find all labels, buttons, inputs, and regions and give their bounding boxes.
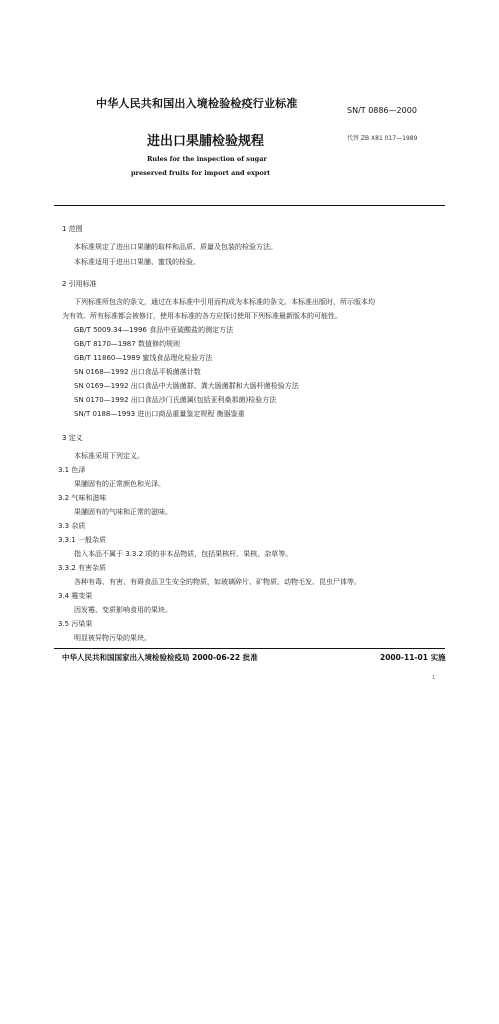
approval-footer: 中华人民共和国国家出入境检验检疫局 2000-06-22 批准 (62, 653, 258, 662)
reference-item: GB/T 11860—1989 蜜饯食品理化检验方法 (74, 354, 213, 362)
definition-3-2-text: 果脯固有的气味和正常的滋味。 (74, 508, 172, 516)
definition-3-3-1-text: 指入本品不属于 3.3.2 项的非本品物质，包括果核杆、果核、杂草等。 (74, 550, 293, 558)
section-1-para-1: 本标准规定了进出口果脯的取样和品质、质量及包装的检验方法。 (74, 243, 277, 251)
definition-3-5-heading: 3.5 污染果 (58, 620, 93, 628)
section-1-para-2: 本标准适用于进出口果脯、蜜饯的检验。 (74, 258, 200, 266)
definition-3-3-2-heading: 3.3.2 有害杂质 (58, 564, 107, 572)
bottom-divider (54, 648, 445, 649)
section-2-heading: 2 引用标准 (62, 280, 97, 288)
reference-item: SN 0168—1992 出口食品平板菌落计数 (74, 368, 201, 376)
definition-3-4-text: 因发霉、变质影响食用的果块。 (74, 606, 172, 614)
implementation-date: 2000-11-01 实施 (380, 653, 446, 662)
definition-3-4-heading: 3.4 霉变果 (58, 592, 93, 600)
reference-item: SN 0169—1992 出口食品中大肠菌群、粪大肠菌群和大肠杆菌检验方法 (74, 382, 299, 390)
replaces-note: 代替 ZB X81 017—1989 (347, 135, 418, 142)
definition-3-1-heading: 3.1 色泽 (58, 466, 86, 474)
section-3-heading: 3 定义 (62, 434, 83, 442)
definition-3-3-1-heading: 3.3.1 一般杂质 (58, 536, 107, 544)
reference-item: SN/T 0188—1993 进出口商品重量鉴定规程 衡器鉴重 (74, 410, 245, 418)
definition-3-2-heading: 3.2 气味和滋味 (58, 494, 107, 502)
definition-3-3-heading: 3.3 杂质 (58, 522, 86, 530)
section-2-para-2: 为有效。所有标准都会被修订，使用本标准的各方应探讨使用下列标准最新版本的可能性。 (62, 312, 342, 320)
section-3-intro: 本标准采用下列定义。 (74, 452, 144, 460)
definition-3-3-2-text: 各种有毒、有害、有碍食品卫生安全的物质，如玻璃碎片、矿物质、动物毛发、昆虫尸体等。 (74, 578, 361, 586)
definition-3-1-text: 果脯固有的正常颜色和光泽。 (74, 480, 165, 488)
reference-item: GB/T 8170—1987 数值修约规则 (74, 340, 180, 348)
english-title-line-2: preserved fruits for import and export (131, 169, 271, 177)
top-divider (54, 205, 445, 206)
reference-item: SN 0170—1992 出口食品沙门氏菌属(包括亚利桑那菌)检验方法 (74, 396, 277, 404)
ministry-header: 中华人民共和国出入境检验检疫行业标准 (96, 97, 298, 110)
section-1-heading: 1 范围 (62, 225, 83, 233)
reference-item: GB/T 5009.34—1996 食品中亚硫酸盐的测定方法 (74, 326, 234, 334)
document-title: 进出口果脯检验规程 (147, 134, 265, 149)
english-title-line-1: Rules for the inspection of sugar (147, 155, 267, 163)
page-number: 1 (432, 675, 436, 681)
section-2-para-1: 下列标准所包含的条文，通过在本标准中引用而构成为本标准的条文。本标准出版时，所示版本均 (74, 298, 375, 306)
standard-number: SN/T 0886—2000 (347, 106, 417, 115)
definition-3-5-text: 明显被异物污染的果块。 (74, 634, 151, 642)
